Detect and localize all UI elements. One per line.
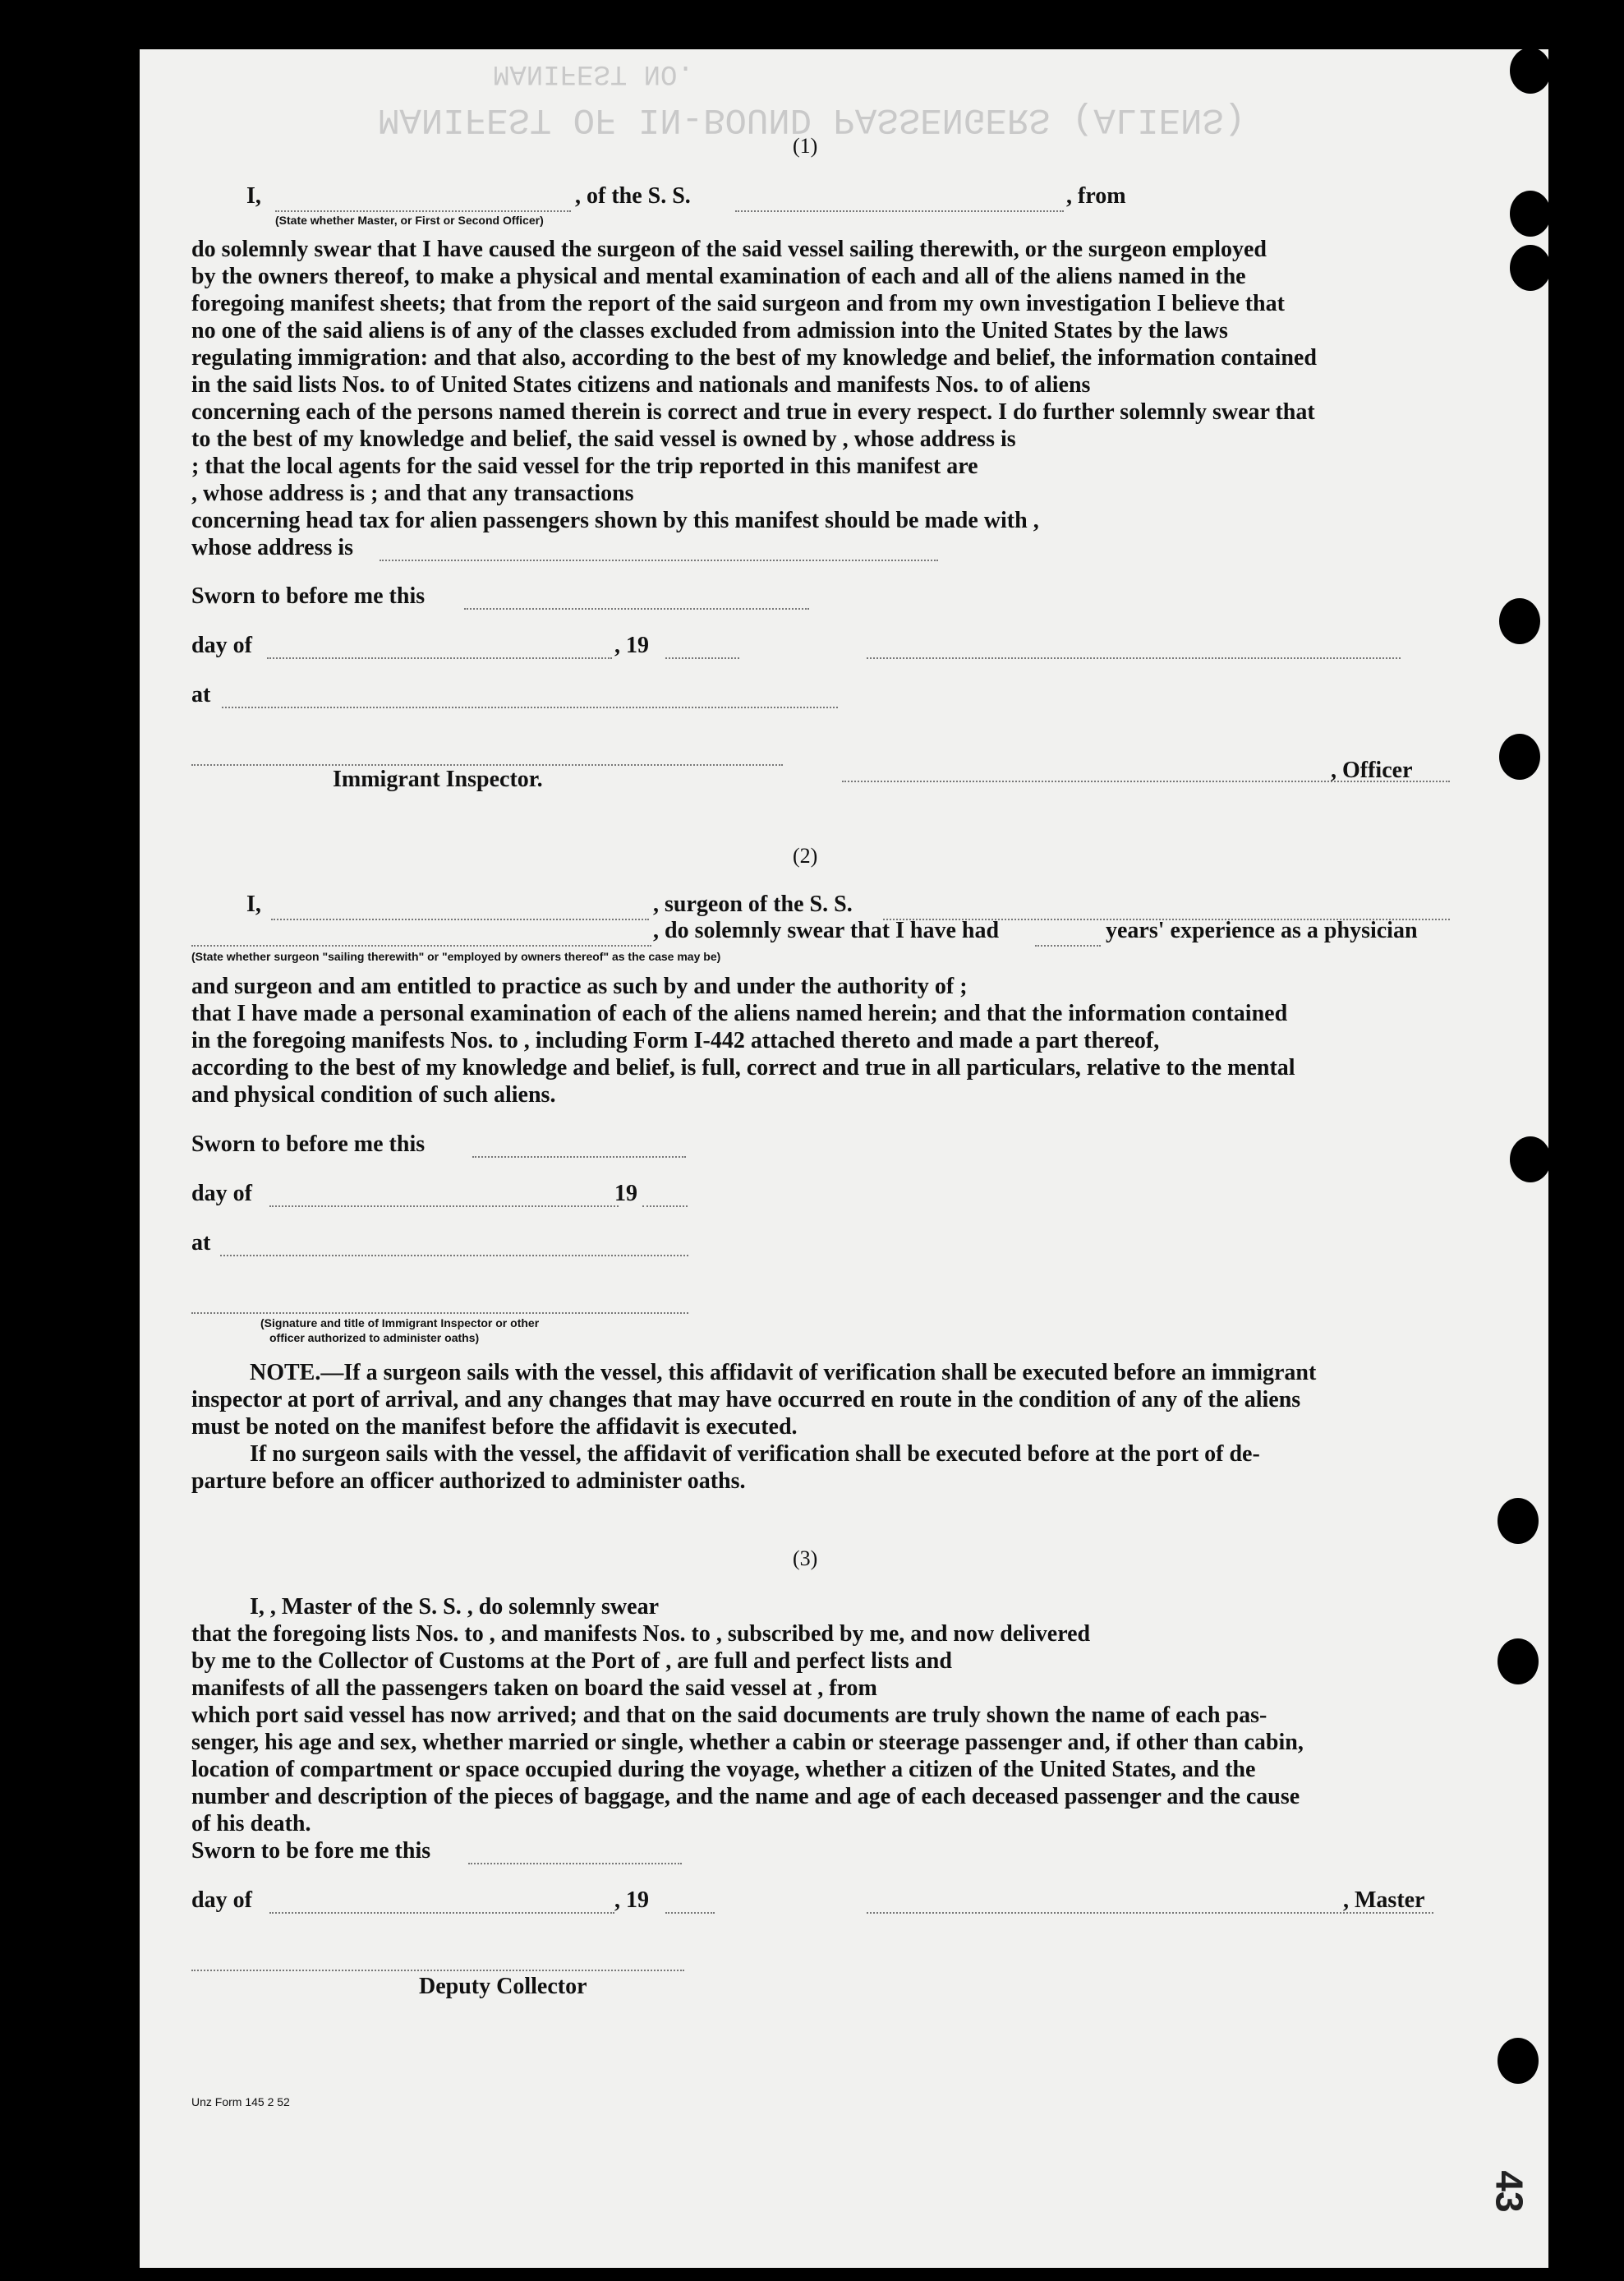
s1-address-blank xyxy=(380,560,938,561)
s3-para-line: manifests of all the passengers taken on board the said vessel at , from xyxy=(191,1675,877,1701)
punch-hole xyxy=(1497,1498,1539,1544)
s1-para-line: ; that the local agents for the said vessel for the trip reported in this manifest are xyxy=(191,454,978,479)
s3-para-line: location of compartment or space occupied during the voyage, whether a citizen of the United States, and the xyxy=(191,1757,1256,1782)
s2-line2-b: years' experience as a physician xyxy=(1106,918,1418,943)
s1-para-line: concerning head tax for alien passengers shown by this manifest should be made with , xyxy=(191,508,1039,533)
s2-i: I, xyxy=(246,892,261,917)
s3-year-blank xyxy=(665,1912,715,1914)
s1-para-line: concerning each of the persons named therein is correct and true in every respect. I do further solemnly swear that xyxy=(191,399,1315,425)
note-line: parture before an officer authorized to administer oaths. xyxy=(191,1468,746,1494)
s1-para-line: regulating immigration: and that also, according to the best of my knowledge and belief, the information contained xyxy=(191,345,1317,371)
s3-para-line: senger, his age and sex, whether married or single, whether a cabin or steerage passenger and, if other than cabin, xyxy=(191,1730,1304,1755)
note-line: inspector at port of arrival, and any changes that may have occurred en route in the condition of any of the aliens xyxy=(191,1387,1301,1412)
section-2-number: (2) xyxy=(793,844,818,868)
s1-from: , from xyxy=(1066,183,1126,209)
punch-hole xyxy=(1497,2038,1539,2084)
s2-line2-blank xyxy=(191,945,651,947)
s1-para-line: no one of the said aliens is of any of the classes excluded from admission into the United States by the laws xyxy=(191,318,1228,343)
s1-para-line: do solemnly swear that I have caused the surgeon of the said vessel sailing therewith, or the surgeon employed xyxy=(191,237,1267,262)
s1-para-line: whose address is xyxy=(191,535,354,560)
s1-para-line: foregoing manifest sheets; that from the report of the said surgeon and from my own investigation I believe that xyxy=(191,291,1285,316)
s3-para-line: number and description of the pieces of baggage, and the name and age of each deceased passenger and the cause xyxy=(191,1784,1300,1809)
ghost-header-1: MANIFEST NO. xyxy=(493,58,694,89)
s3-year: , 19 xyxy=(614,1887,649,1913)
document-page xyxy=(140,49,1548,2268)
s2-surgeon-of: , surgeon of the S. S. xyxy=(653,892,853,917)
s3-para-line: by me to the Collector of Customs at the Port of , are full and perfect lists and xyxy=(191,1648,952,1674)
s2-sig-caption-1: (Signature and title of Immigrant Inspector or other xyxy=(260,1316,540,1329)
s3-day-of: day of xyxy=(191,1887,252,1913)
s2-para-line: according to the best of my knowledge and belief, is full, correct and true in all particulars, relative to the mental xyxy=(191,1055,1295,1081)
note-line: If no surgeon sails with the vessel, the affidavit of verification shall be executed before at the port of de- xyxy=(250,1441,1260,1467)
form-id: Unz Form 145 2 52 xyxy=(191,2095,290,2108)
s1-officer-blank xyxy=(275,210,571,212)
s1-i: I, xyxy=(246,183,261,209)
s1-day-blank xyxy=(267,657,612,659)
s3-sworn: Sworn to be fore me this xyxy=(191,1838,431,1864)
s2-at-blank xyxy=(220,1255,688,1256)
s1-para-line: in the said lists Nos. to of United States citizens and nationals and manifests Nos. to of aliens xyxy=(191,372,1091,398)
s3-master: , Master xyxy=(1343,1887,1425,1913)
s2-sig-caption-2: officer authorized to administer oaths) xyxy=(269,1331,480,1344)
s2-years-blank xyxy=(1035,945,1101,947)
s2-para-line: in the foregoing manifests Nos. to , including Form I-442 attached thereto and made a part thereof, xyxy=(191,1028,1160,1053)
s2-caption: (State whether surgeon "sailing therewith" or "employed by owners thereof" as the case may be) xyxy=(191,950,721,963)
punch-hole xyxy=(1510,48,1551,94)
s2-day-of: day of xyxy=(191,1181,252,1206)
punch-hole xyxy=(1510,245,1551,291)
s2-line2-a: , do solemnly swear that I have had xyxy=(653,918,1000,943)
punch-hole xyxy=(1499,598,1540,644)
s3-sworn-blank xyxy=(468,1863,682,1864)
s3-para-line: that the foregoing lists Nos. to , and manifests Nos. to , subscribed by me, and now delivered xyxy=(191,1621,1091,1647)
s1-para-line: to the best of my knowledge and belief, the said vessel is owned by , whose address is xyxy=(191,426,1016,452)
s2-para-line: that I have made a personal examination of each of the aliens named herein; and that the information contained xyxy=(191,1001,1288,1026)
s1-day-of: day of xyxy=(191,633,252,658)
s2-year: 19 xyxy=(614,1181,637,1206)
note-line: NOTE.—If a surgeon sails with the vessel, this affidavit of verification shall be executed before an immigrant xyxy=(250,1360,1317,1385)
s2-year-blank xyxy=(642,1205,688,1207)
s1-year: , 19 xyxy=(614,633,649,658)
s2-para-line: and physical condition of such aliens. xyxy=(191,1082,556,1108)
s1-ship-blank xyxy=(735,210,1064,212)
punch-hole xyxy=(1510,191,1551,237)
s2-sig-blank xyxy=(191,1312,688,1314)
punch-hole xyxy=(1499,734,1540,780)
s1-sworn: Sworn to before me this xyxy=(191,583,426,609)
s3-para-line: I, , Master of the S. S. , do solemnly swear xyxy=(250,1594,660,1620)
punch-hole xyxy=(1510,1136,1551,1182)
ghost-header-2: MANIFEST OF IN-BOUND PASSENGERS (ALIENS) xyxy=(378,99,1246,140)
s1-sig-blank-1 xyxy=(867,657,1401,659)
s2-day-blank xyxy=(269,1205,619,1207)
s1-officer: , Officer xyxy=(1331,758,1413,783)
s2-name-blank xyxy=(271,919,649,920)
s2-sworn: Sworn to before me this xyxy=(191,1131,426,1157)
page-stamp-number: 43 xyxy=(1488,2170,1531,2213)
note-line: must be noted on the manifest before the affidavit is executed. xyxy=(191,1414,798,1440)
punch-hole xyxy=(1497,1638,1539,1684)
section-3-number: (3) xyxy=(793,1546,818,1570)
s1-inspector-blank xyxy=(191,764,783,766)
s2-sworn-blank xyxy=(472,1156,686,1158)
s1-at: at xyxy=(191,682,211,707)
s1-of-ss: , of the S. S. xyxy=(575,183,691,209)
s2-para-line: and surgeon and am entitled to practice as such by and under the authority of ; xyxy=(191,974,968,999)
s3-deputy: Deputy Collector xyxy=(419,1974,587,1999)
s1-sworn-blank xyxy=(464,608,809,610)
section-1-number: (1) xyxy=(793,134,818,158)
s1-para-line: , whose address is ; and that any transactions xyxy=(191,481,634,506)
s1-para-line: by the owners thereof, to make a physical and mental examination of each and all of the aliens named in the xyxy=(191,264,1246,289)
s1-inspector: Immigrant Inspector. xyxy=(333,767,543,792)
s3-para-line: which port said vessel has now arrived; and that on the said documents are truly shown the name of each pas- xyxy=(191,1703,1267,1728)
s3-deputy-blank xyxy=(191,1970,684,1971)
s2-at: at xyxy=(191,1230,211,1256)
s3-day-blank xyxy=(269,1912,614,1914)
s1-at-blank xyxy=(222,707,838,708)
s3-para-line: of his death. xyxy=(191,1811,311,1836)
s1-year-blank xyxy=(665,657,739,659)
s1-caption: (State whether Master, or First or Second Officer) xyxy=(275,214,544,227)
